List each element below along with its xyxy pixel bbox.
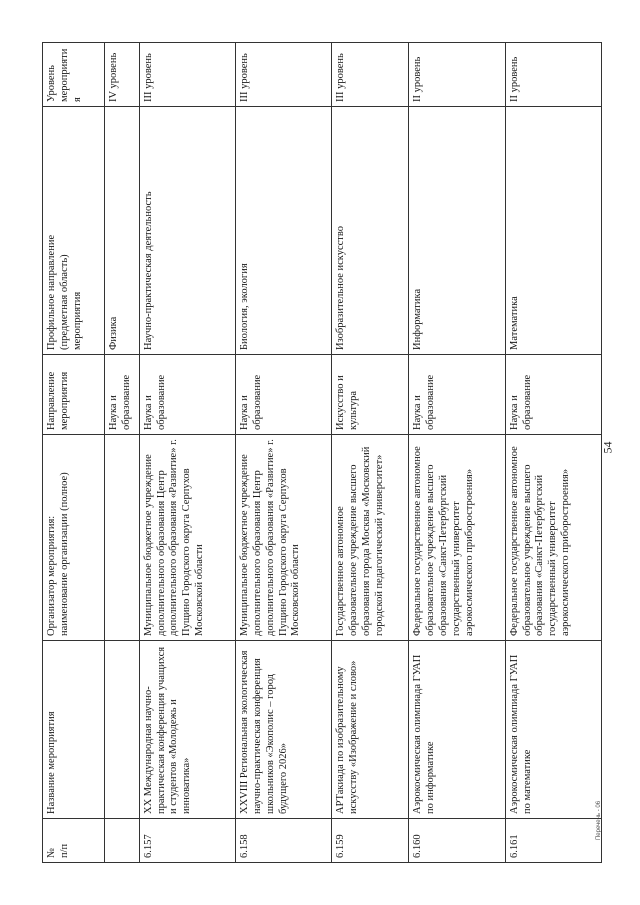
direction: Наука и образование [139,355,235,435]
header-cell: Направление мероприятия [43,355,105,435]
event-name: XXVIII Региональная экологическая научно-практическая конференция школьников «Экополис – город будущего 2026» [236,641,332,819]
table-row [236,43,332,863]
level: II уровень [409,43,505,107]
direction: Наука и образование [409,355,505,435]
row-number: 6.158 [236,819,332,863]
organizer: Государственное автономное образовательное учреждение высшего образования города Москвы «Московский городской педагогический университет» [332,435,409,641]
header-cell: Организатор мероприятия: наименование организации (полное) [43,435,105,641]
organizer: Федеральное государственное автономное образовательное учреждение высшего образования «Санкт-Петербургский государственный университет аэрокосмического приборостроения» [505,435,601,641]
table-row [332,43,409,863]
organizer: Муниципальное бюджетное учреждение дополнительного образования Центр дополнительного образования «Развитие» г. Пущино Городского округа Серпухов Московской области [139,435,235,641]
level: IV уровень [105,43,140,107]
organizer: Муниципальное бюджетное учреждение дополнительного образования Центр дополнительного образования «Развитие» г. Пущино Городского округа Серпухов Московской области [236,435,332,641]
row-number [105,819,140,863]
level: II уровень [505,43,601,107]
table-header-row [43,43,105,863]
organizer [105,435,140,641]
event-name [105,641,140,819]
event-name: Аэрокосмическая олимпиада ГУАП по информатике [409,641,505,819]
table-row [105,43,140,863]
profile: Научно-практическая деятельность [139,107,235,355]
level: III уровень [236,43,332,107]
direction: Наука и образование [505,355,601,435]
profile: Математика [505,107,601,355]
organizer: Федеральное государственное автономное образовательное учреждение высшего образования «Санкт-Петербургский государственный университет аэрокосмического приборостроения» [409,435,505,641]
level: III уровень [332,43,409,107]
events-table [42,42,602,863]
page-footer: Перечень - 06 [596,800,602,840]
direction: Наука и образование [236,355,332,435]
table-row [505,43,601,863]
row-number: 6.159 [332,819,409,863]
header-cell: Профильное направление (предметная область) мероприятия [43,107,105,355]
row-number: 6.157 [139,819,235,863]
level: III уровень [139,43,235,107]
rotated-table-container [42,43,602,863]
direction: Наука и образование [105,355,140,435]
event-name: XX Международная научно-практическая конференция учащихся и студентов «Молодежь и инноватика» [139,641,235,819]
page-number: 54 [600,441,615,454]
profile: Биология, экология [236,107,332,355]
profile: Информатика [409,107,505,355]
table-row [139,43,235,863]
profile: Физика [105,107,140,355]
event-name: АРТакиада по изобразительному искусству «Изображение и слово» [332,641,409,819]
header-cell: Уровень мероприятия [43,43,105,107]
event-name: Аэрокосмическая олимпиада ГУАП по математике [505,641,601,819]
profile: Изобразительное искусство [332,107,409,355]
row-number: 6.160 [409,819,505,863]
header-cell: № п/п [43,819,105,863]
direction: Искусство и культура [332,355,409,435]
table-row [409,43,505,863]
header-cell: Название мероприятия [43,641,105,819]
row-number: 6.161 [505,819,601,863]
